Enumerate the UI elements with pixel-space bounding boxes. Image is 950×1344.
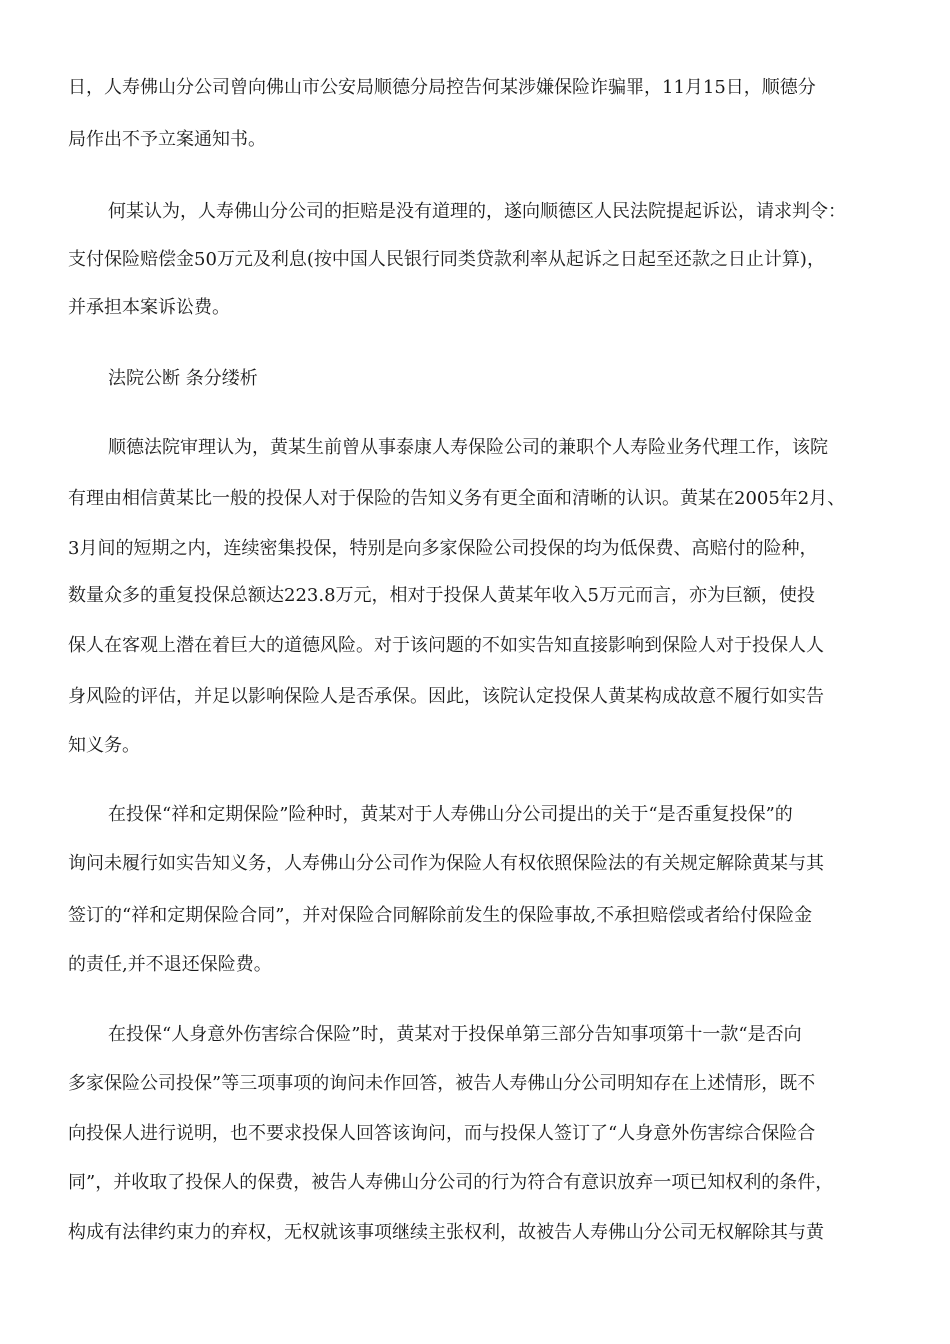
paragraph-1-line-1: 日，人寿佛山分公司曾向佛山市公安局顺德分局控告何某涉嫌保险诈骗罪，11月15日，顺德分: [68, 77, 816, 98]
paragraph-3-line-1: 顺德法院审理认为，黄某生前曾从事泰康人寿保险公司的兼职个人寿险业务代理工作，该院: [108, 437, 828, 458]
paragraph-3-line-3: 3月间的短期之内，连续密集投保，特别是向多家保险公司投保的均为低保费、高赔付的险种，: [68, 538, 818, 559]
paragraph-3-line-7: 知义务。: [68, 735, 140, 756]
paragraph-4-line-1: 在投保“祥和定期保险”险种时，黄某对于人寿佛山分公司提出的关于“是否重复投保”的: [108, 804, 793, 825]
section-heading: 法院公断 条分缕析: [108, 368, 258, 389]
paragraph-5-line-4: 同”，并收取了投保人的保费，被告人寿佛山分公司的行为符合有意识放弃一项已知权利的条件，: [68, 1172, 834, 1193]
paragraph-5-line-1: 在投保“人身意外伤害综合保险”时，黄某对于投保单第三部分告知事项第十一款“是否向: [108, 1024, 802, 1045]
paragraph-3-line-5: 保人在客观上潜在着巨大的道德风险。对于该问题的不如实告知直接影响到保险人对于投保人人: [68, 635, 824, 656]
paragraph-2-line-2: 支付保险赔偿金50万元及利息(按中国人民银行同类贷款利率从起诉之日起至还款之日止计算)，: [68, 249, 825, 270]
paragraph-4-line-3: 签订的“祥和定期保险合同”，并对保险合同解除前发生的保险事故,不承担赔偿或者给付保险金: [68, 905, 813, 926]
paragraph-2-line-1: 何某认为，人寿佛山分公司的拒赔是没有道理的，遂向顺德区人民法院提起诉讼，请求判令：: [108, 201, 846, 222]
paragraph-5-line-3: 向投保人进行说明，也不要求投保人回答该询问，而与投保人签订了“人身意外伤害综合保险合: [68, 1123, 816, 1144]
paragraph-3-line-6: 身风险的评估，并足以影响保险人是否承保。因此，该院认定投保人黄某构成故意不履行如实告: [68, 686, 824, 707]
paragraph-4-line-2: 询问未履行如实告知义务，人寿佛山分公司作为保险人有权依照保险法的有关规定解除黄某与其: [68, 853, 824, 874]
paragraph-4-line-4: 的责任,并不退还保险费。: [68, 954, 272, 975]
paragraph-1-line-2: 局作出不予立案通知书。: [68, 129, 266, 150]
paragraph-3-line-4: 数量众多的重复投保总额达223.8万元，相对于投保人黄某年收入5万元而言，亦为巨额，使投: [68, 585, 815, 606]
paragraph-3-line-2: 有理由相信黄某比一般的投保人对于保险的告知义务有更全面和清晰的认识。黄某在2005年2月、: [68, 488, 846, 509]
paragraph-5-line-2: 多家保险公司投保”等三项事项的询问未作回答，被告人寿佛山分公司明知存在上述情形，既不: [68, 1073, 816, 1094]
paragraph-5-line-5: 构成有法律约束力的弃权，无权就该事项继续主张权利，故被告人寿佛山分公司无权解除其与黄: [68, 1222, 824, 1243]
paragraph-2-line-3: 并承担本案诉讼费。: [68, 297, 230, 318]
